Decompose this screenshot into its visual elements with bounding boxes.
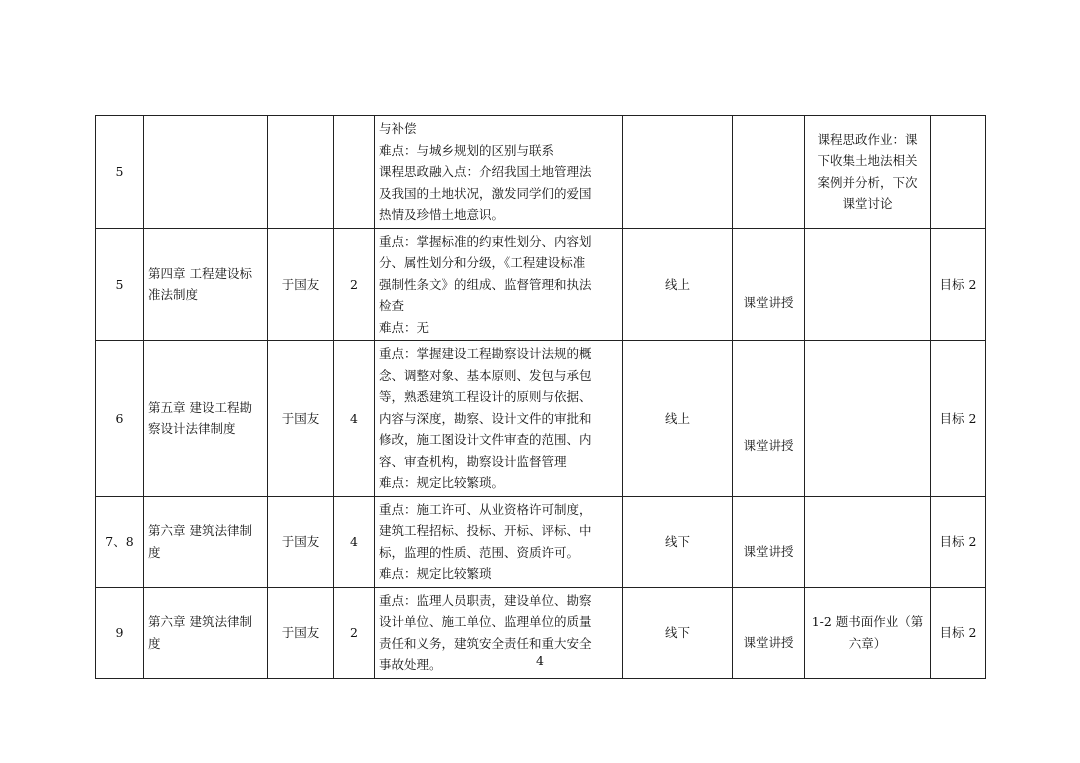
week-cell: 7、8 [96, 496, 144, 587]
chapter-cell: 第六章 建筑法律制度 [144, 496, 268, 587]
teacher-cell: 于国友 [268, 341, 334, 497]
content-cell [375, 228, 623, 341]
teacher-cell: 于国友 [268, 587, 334, 678]
content-cell [375, 116, 623, 229]
content-cell-line: 课程思政融入点：介绍我国土地管理法 [379, 164, 592, 179]
content-cell-line: 难点：与城乡规划的区别与联系 [379, 142, 555, 158]
content-cell-line: 责任和义务，建筑安全责任和重大安全 [379, 635, 592, 651]
teaching-method-cell: 课堂讲授 [733, 228, 805, 341]
hours-cell: 2 [334, 587, 375, 678]
content-cell [375, 341, 623, 497]
content-cell-line: 事故处理。 [379, 657, 442, 672]
course-target-cell: 目标 2 [931, 228, 986, 341]
homework-cell-line: 课堂讨论 [842, 196, 893, 212]
content-cell-line: 重点：掌握标准的约束性划分、内容划 [379, 233, 592, 249]
content-cell [375, 496, 623, 587]
content-cell-line: 内容与深度，勘察、设计文件的审批和 [379, 410, 592, 426]
homework-cell [805, 228, 931, 341]
teacher-cell [268, 116, 334, 229]
week-cell: 6 [96, 341, 144, 497]
chapter-cell: 第五章 建设工程勘察设计法律制度 [144, 341, 268, 497]
homework-cell-line: 下收集土地法相关 [817, 153, 918, 169]
content-cell-line: 难点：无 [379, 319, 430, 335]
content-cell-line: 及我国的土地状况，激发同学们的爱国 [379, 185, 592, 201]
content-cell-line: 设计单位、施工单位、监理单位的质量 [379, 614, 592, 629]
teacher-cell: 于国友 [268, 228, 334, 341]
homework-cell [805, 116, 931, 229]
week-cell: 5 [96, 228, 144, 341]
homework-cell-line: 六章） [848, 635, 887, 651]
content-cell-line: 分、属性划分和分级，《工程建设标准 [379, 255, 586, 270]
teaching-method-cell [733, 116, 805, 229]
hours-cell: 2 [334, 228, 375, 341]
content-cell-line: 重点：监理人员职责，建设单位、勘察 [379, 592, 592, 608]
homework-cell-line: 案例并分析，下次 [817, 174, 918, 190]
content-cell-line: 等，熟悉建筑工程设计的原则与依据、 [379, 389, 592, 404]
page-number: 4 [536, 653, 544, 668]
table-row [96, 341, 986, 497]
content-cell-line: 修改，施工图设计文件审查的范围、内 [379, 432, 592, 447]
content-cell-line: 念、调整对象、基本原则、发包与承包 [379, 367, 592, 383]
table-row [96, 496, 986, 587]
chapter-cell: 第四章 工程建设标准法制度 [144, 228, 268, 341]
teaching-mode-cell: 线下 [623, 496, 733, 587]
course-target-cell: 目标 2 [931, 496, 986, 587]
content-cell-line: 重点：掌握建设工程勘察设计法规的概 [379, 346, 592, 361]
teaching-mode-cell: 线上 [623, 341, 733, 497]
content-cell-line: 重点：施工许可、从业资格许可制度， [379, 501, 592, 517]
content-cell-line: 热情及珍惜土地意识。 [379, 207, 505, 222]
week-cell: 5 [96, 116, 144, 229]
teaching-mode-cell [623, 116, 733, 229]
content-cell-line: 强制性条文》的组成、监督管理和执法 [379, 276, 592, 292]
course-target-cell: 目标 2 [931, 587, 986, 678]
hours-cell: 4 [334, 341, 375, 497]
chapter-cell [144, 116, 268, 229]
teaching-mode-cell: 线下 [623, 587, 733, 678]
content-cell-line: 检查 [379, 298, 405, 313]
homework-cell-line: 1-2 题书面作业（第 [811, 613, 924, 629]
course-schedule-table [95, 115, 986, 679]
content-cell-line: 与补偿 [379, 121, 417, 136]
content-cell-line: 难点：规定比较繁琐。 [379, 475, 505, 490]
week-cell: 9 [96, 587, 144, 678]
hours-cell: 4 [334, 496, 375, 587]
course-target-cell: 目标 2 [931, 341, 986, 497]
teaching-method-cell: 课堂讲授 [733, 341, 805, 497]
homework-cell [805, 496, 931, 587]
course-target-cell [931, 116, 986, 229]
teacher-cell: 于国友 [268, 496, 334, 587]
teaching-method-cell: 课堂讲授 [733, 587, 805, 678]
teaching-method-cell: 课堂讲授 [733, 496, 805, 587]
table-row [96, 116, 986, 229]
content-cell-line: 建筑工程招标、投标、开标、评标、中 [379, 523, 592, 538]
hours-cell [334, 116, 375, 229]
content-cell-line: 容、审查机构，勘察设计监督管理 [379, 453, 567, 469]
chapter-cell: 第六章 建筑法律制度 [144, 587, 268, 678]
teaching-mode-cell: 线上 [623, 228, 733, 341]
homework-cell [805, 341, 931, 497]
homework-cell-line: 课程思政作业：课 [817, 131, 918, 147]
content-cell-line: 难点：规定比较繁琐 [379, 566, 492, 581]
table-row [96, 228, 986, 341]
content-cell-line: 标，监理的性质、范围、资质许可。 [379, 544, 580, 560]
